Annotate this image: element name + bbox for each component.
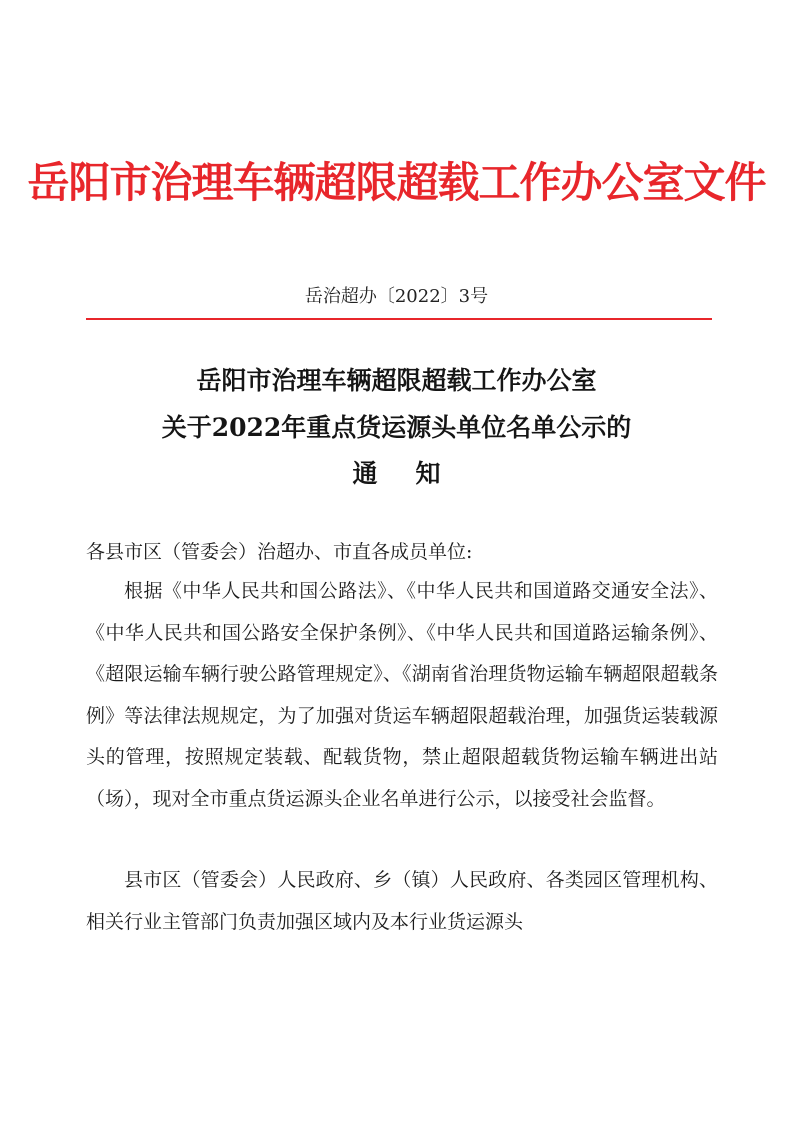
title-line-1: 岳阳市治理车辆超限超载工作办公室 bbox=[196, 366, 597, 395]
title-line-3 bbox=[0, 454, 793, 490]
body-paragraph-1: 根据《中华人民共和国公路法》、《中华人民共和国道路交通安全法》、《中华人民共和国公路安全保护条例》、《中华人民共和国道路运输条例》、《超限运输车辆行驶公路管理规定》、《湖南省治理货物运输车辆超限超载条例》等法律法规规定，为了加强对货运车辆超限超载治理，加强货运装载源头的管理，按照规定装载、配载货物，禁止超限超载货物运输车辆进出站（场），现对全市重点货运源头企业名单进行公示，以接受社会监督。 bbox=[86, 580, 718, 810]
red-divider-line bbox=[86, 318, 712, 320]
issuer-red-header: 岳阳市治理车辆超限超载工作办公室文件 bbox=[27, 158, 766, 207]
body-paragraph-2: 县市区（管委会）人民政府、乡（镇）人民政府、各类园区管理机构、相关行业主管部门负责加强区域内及本行业货运源头 bbox=[86, 869, 718, 933]
title-line-3-char-2: 知 bbox=[415, 459, 441, 488]
title-line-2: 关于2022年重点货运源头单位名单公示的 bbox=[161, 413, 632, 442]
document-number: 岳治超办〔2022〕3号 bbox=[304, 286, 489, 307]
title-line-3-char-1: 通 bbox=[352, 459, 378, 488]
salutation: 各县市区（管委会）治超办、市直各成员单位: bbox=[86, 541, 473, 563]
